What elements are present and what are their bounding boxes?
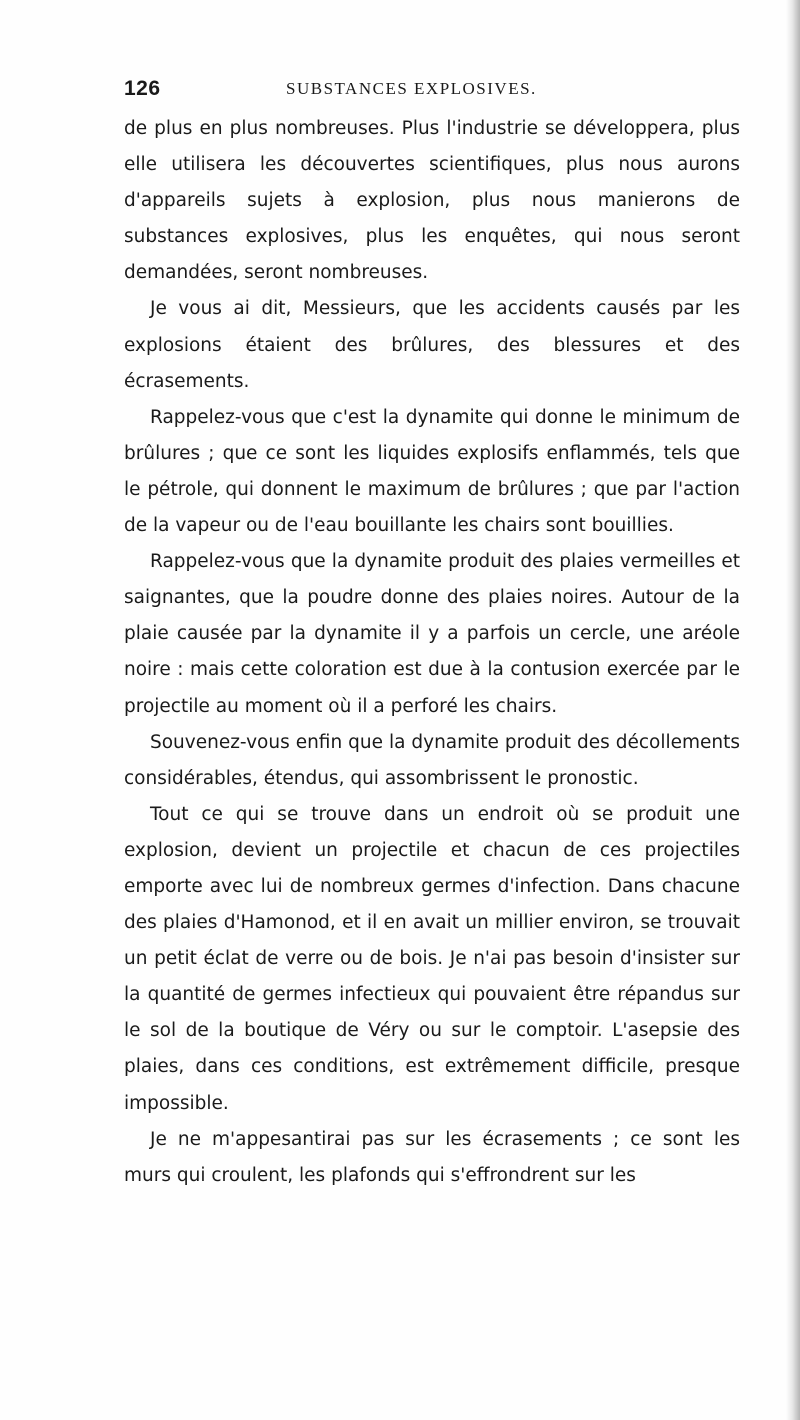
running-head: SUBSTANCES EXPLOSIVES. [286,79,537,98]
paragraph: Tout ce qui se trouve dans un endroit où se produit une explosion, devient un projectile et chacun de ces projectiles emporte avec lui de nombreux germes d'infection. Dans chacune des plaies d'Hamonod, et il en avait un millier environ, se trouvait un petit éclat de verre ou de bois. Je n'ai pas besoin d'insister sur la quantité de germes infectieux qui pouvaient être répandus sur le sol de la boutique de Véry ou sur le comptoir. L'asepsie des plaies, dans ces conditions, est extrêmement difficile, presque impossible. [124,803,740,1114]
page-number: 126 [124,77,161,100]
paragraph: Rappelez-vous que c'est la dynamite qui donne le minimum de brûlures ; que ce sont les liquides explosifs enflammés, tels que le pétrole, qui donnent le maximum de brûlures ; que par l'action de la vapeur ou de l'eau bouillante les chairs sont bouillies. [124,406,740,537]
paragraph: Je vous ai dit, Messieurs, que les accidents causés par les explosions étaient des brûlures, des blessures et des écrasements. [124,298,740,392]
paragraph: Rappelez-vous que la dynamite produit des plaies vermeilles et saignantes, que la poudre donne des plaies noires. Autour de la plaie causée par la dynamite il y a parfois un cercle, une aréole noire : mais cette coloration est due à la contusion exercée par le projectile au moment où il a perforé les chairs. [124,551,740,717]
paragraph: de plus en plus nombreuses. Plus l'industrie se développera, plus elle utilisera les découvertes scientifiques, plus nous aurons d'appareils sujets à explosion, plus nous manierons de substances explosives, plus les enquêtes, qui nous seront demandées, seront nombreuses. [124,118,740,284]
page-header [124,74,744,110]
paragraph: Je ne m'appesantirai pas sur les écrasements ; ce sont les murs qui croulent, les plafonds qui s'effrondrent sur les [124,1128,740,1186]
body-text [124,111,740,1194]
paragraph: Souvenez-vous enfin que la dynamite produit des décollements considérables, étendus, qui assombrissent le pronostic. [124,731,740,789]
page-edge-shadow [786,0,800,1420]
